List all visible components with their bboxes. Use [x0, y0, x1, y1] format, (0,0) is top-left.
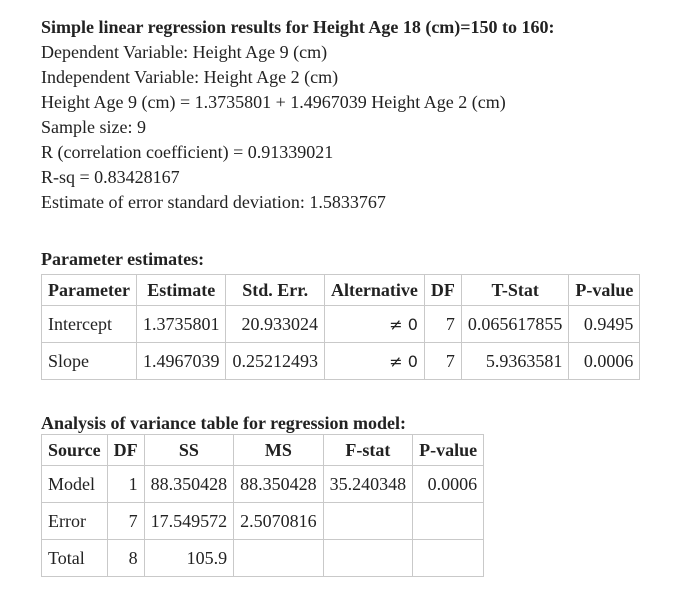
stderr-value: 0.25212493	[226, 343, 325, 380]
ms-value: 2.5070816	[234, 503, 324, 540]
ms-value	[234, 540, 324, 577]
source-name: Model	[42, 466, 108, 503]
alternative-text: ≠ 0	[389, 351, 418, 371]
parameter-estimates-title: Parameter estimates:	[41, 249, 205, 269]
fstat-value	[323, 503, 413, 540]
regression-equation: Height Age 9 (cm) = 1.3735801 + 1.4967039 Height Age 2 (cm)	[41, 92, 506, 112]
column-header: DF	[107, 435, 144, 466]
column-header: P-value	[413, 435, 484, 466]
pvalue-value	[413, 503, 484, 540]
fstat-value	[323, 540, 413, 577]
estimate-value: 1.3735801	[136, 306, 226, 343]
tstat-value: 5.9363581	[461, 343, 569, 380]
correlation-coefficient: R (correlation coefficient) = 0.91339021	[41, 142, 334, 162]
fstat-value: 35.240348	[323, 466, 413, 503]
parameter-name: Intercept	[42, 306, 137, 343]
regression-output	[41, 14, 681, 577]
alternative-text: ≠ 0	[389, 314, 418, 334]
table-row	[42, 306, 640, 343]
pvalue-value: 0.0006	[413, 466, 484, 503]
column-header: MS	[234, 435, 324, 466]
ss-value: 88.350428	[144, 466, 234, 503]
source-name: Error	[42, 503, 108, 540]
dependent-variable: Dependent Variable: Height Age 9 (cm)	[41, 42, 328, 62]
table-header-row	[42, 275, 640, 306]
column-header: P-value	[569, 275, 640, 306]
column-header: T-Stat	[461, 275, 569, 306]
estimate-value: 1.4967039	[136, 343, 226, 380]
stderr-value: 20.933024	[226, 306, 325, 343]
column-header: DF	[424, 275, 461, 306]
parameter-estimates-table	[41, 274, 640, 380]
column-header: Estimate	[136, 275, 226, 306]
table-row	[42, 343, 640, 380]
ms-value: 88.350428	[234, 466, 324, 503]
column-header: Source	[42, 435, 108, 466]
error-std-dev: Estimate of error standard deviation: 1.5833767	[41, 192, 386, 212]
column-header: Parameter	[42, 275, 137, 306]
sample-size: Sample size: 9	[41, 117, 146, 137]
parameter-name: Slope	[42, 343, 137, 380]
source-name: Total	[42, 540, 108, 577]
pvalue-value	[413, 540, 484, 577]
column-header: Std. Err.	[226, 275, 325, 306]
df-value: 1	[107, 466, 144, 503]
anova-title: Analysis of variance table for regression model:	[41, 413, 406, 433]
column-header: SS	[144, 435, 234, 466]
alternative-value	[324, 306, 424, 343]
anova-table	[41, 434, 484, 577]
df-value: 7	[424, 306, 461, 343]
column-header: Alternative	[324, 275, 424, 306]
results-title: Simple linear regression results for Height Age 18 (cm)=150 to 160:	[41, 17, 555, 37]
df-value: 7	[424, 343, 461, 380]
r-squared: R-sq = 0.83428167	[41, 167, 180, 187]
pvalue-value: 0.0006	[569, 343, 640, 380]
column-header: F-stat	[323, 435, 413, 466]
table-row	[42, 503, 484, 540]
independent-variable: Independent Variable: Height Age 2 (cm)	[41, 67, 339, 87]
pvalue-value: 0.9495	[569, 306, 640, 343]
table-row	[42, 540, 484, 577]
ss-value: 105.9	[144, 540, 234, 577]
table-header-row	[42, 435, 484, 466]
df-value: 7	[107, 503, 144, 540]
df-value: 8	[107, 540, 144, 577]
tstat-value: 0.065617855	[461, 306, 569, 343]
table-row	[42, 466, 484, 503]
ss-value: 17.549572	[144, 503, 234, 540]
alternative-value	[324, 343, 424, 380]
